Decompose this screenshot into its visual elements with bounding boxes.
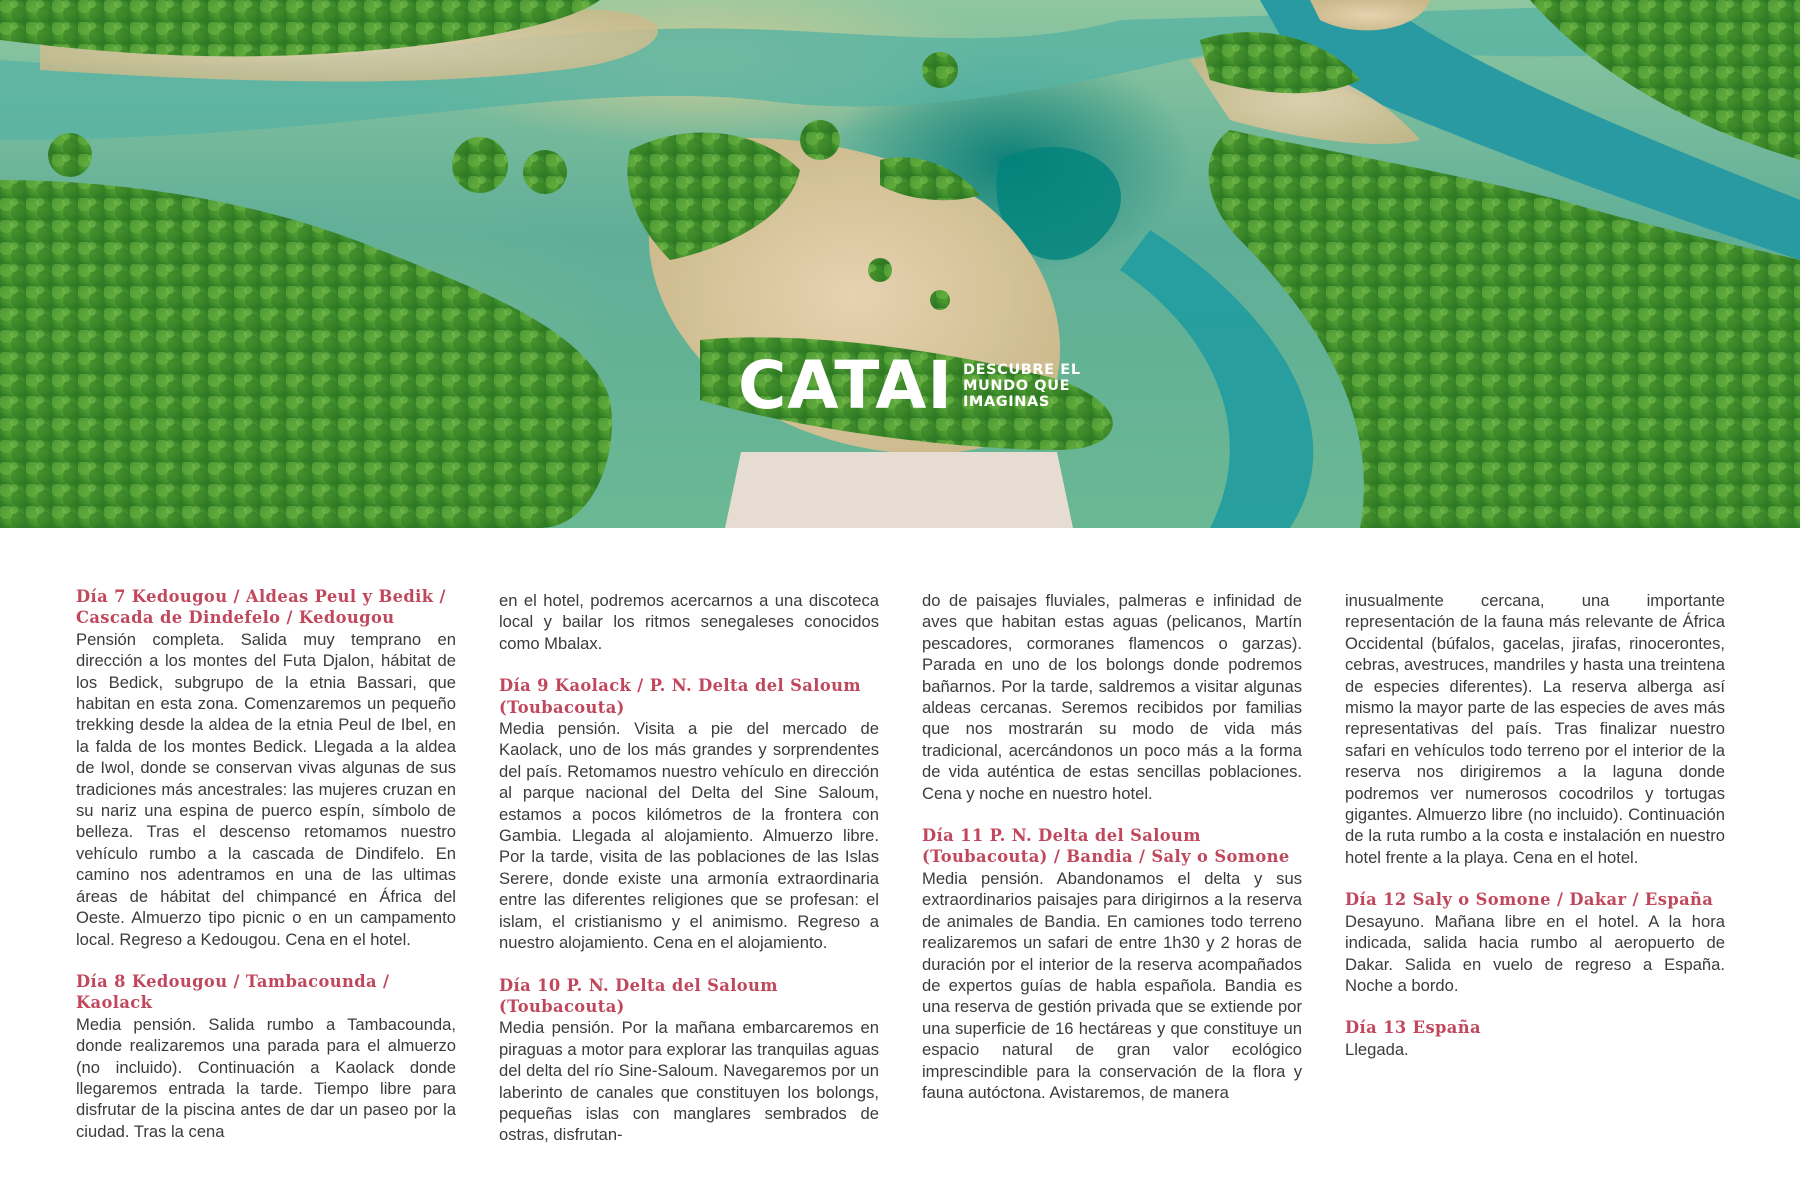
tagline-line: MUNDO QUE [962,378,1071,394]
mangrove-forest-left [0,180,612,528]
day-title: Día 11 P. N. Delta del Saloum (Toubacouta) / Bandia / Saly o Somone [922,826,1290,867]
day-text: Media pensión. Abandonamos el delta y sus extraordinarios paisajes para dirigirnos a la reserva de animales de Bandia. En camiones todo terreno realizaremos un safari de entre 1h30 y 2 horas de duración por el interior de la reserva acompañados de expertos guías de habla española. Bandia es una reserva de gestión privada que se extiende por una superficie de 16 hectáreas y que constituye un espacio natural de gran valor ecológico imprescindible para la conservación de la flora y fauna autóctona. Avistaremos, de manera [922,868,1302,1102]
itinerary-column-2 [499,590,879,1167]
continued-text: do de paisajes fluviales, palmeras e infinidad de aves que habitan estas aguas (pelicanos, Martín pescadores, cormoranes flamencos o garzas). Parada en uno de los bolongs donde podremos bañarnos. Por la tarde, saldremos a visitar algunas aldeas cercanas. Seremos recibidos por familias que nos mostrarán su modo de vida más tradicional, acercándonos un poco más a la forma de vida auténtica de estas sencillas poblaciones. Cena y noche en nuestro hotel. [922,591,1302,803]
mangrove-aerial-illustration [0,0,1800,528]
day-title: Día 10 P. N. Delta del Saloum (Toubacouta) [499,975,778,1016]
day-title: Día 9 Kaolack / P. N. Delta del Saloum (Toubacouta) [499,676,861,717]
logo-wordmark: CATAI [738,347,953,424]
tagline-line: IMAGINAS [962,394,1050,410]
itinerary-column-3 [922,590,1302,1124]
continued-text-block [499,590,879,654]
header-tab-decoration [725,452,1073,528]
day-block [1345,1017,1725,1060]
day-block [499,975,879,1146]
day-title: Día 7 Kedougou / Aldeas Peul y Bedik / Cascada de Dindefelo / Kedougou [76,587,446,628]
day-text: Llegada. [1345,1039,1409,1059]
day-block [76,586,456,950]
day-block [76,971,456,1142]
day-text: Media pensión. Visita a pie del mercado de Kaolack, uno de los más grandes y sorprendentes del país. Retomamos nuestro vehículo en dirección al parque nacional del Delta del Sine Saloum, estamos a pocos kilómetros de la frontera con Gambia. Llegada al alojamiento. Almuerzo libre. Por la tarde, visita de las poblaciones de las Islas Serere, donde existe una armonía extraordinaria entre las diferentes religiones que se profesan: el islam, el cristianismo y el animismo. Regreso a nuestro alojamiento. Cena en el alojamiento. [499,719,879,953]
tagline-line: DESCUBRE EL [962,362,1081,378]
day-title: Día 13 España [1345,1018,1481,1038]
day-text: Media pensión. Salida rumbo a Tambacounda, donde realizaremos una parada para el almuerzo (no incluido). Continuación a Kaolack donde llegaremos entrada la tarde. Tiempo libre para disfrutar de la piscina antes de dar un paseo por la ciudad. Tras la cena [76,1014,456,1141]
catai-logo [738,347,1081,424]
day-text: Desayuno. Mañana libre en el hotel. A la hora indicada, salida hacia rumbo al aeropuerto de Dakar. Salida en vuelo de regreso a España. Noche a bordo. [1345,911,1725,995]
continued-text-block [1345,590,1725,868]
day-block [922,825,1302,1103]
day-text: Pensión completa. Salida muy temprano en dirección a los montes del Futa Djalon, hábitat de los Bedick, subgrupo de la etnia Bassari, que habitan en esta zona. Comenzaremos un pequeño trekking desde la aldea de la etnia Peul de Ibel, en la falda de los montes Bedick. Llegada a la aldea de Iwol, donde se conservan vivas algunas de sus tradiciones más ancestrales: las mujeres cruzan en su nariz una espina de puerco espín, símbolo de belleza. Tras el descenso retomamos nuestro vehículo rumbo a la cascada de Dindifelo. En camino nos adentramos en una de las ultimas áreas de hábitat del chimpancé en África del Oeste. Almuerzo tipo picnic o en un campamento local. Regreso a Kedougou. Cena en el hotel. [76,629,456,949]
day-block [499,675,879,953]
continued-text: en el hotel, podremos acercarnos a una discoteca local y bailar los ritmos senegaleses conocidos como Mbalax. [499,591,879,653]
itinerary-column-1 [76,586,456,1163]
logo-tagline [963,362,1081,410]
continued-text-block [922,590,1302,804]
day-title: Día 8 Kedougou / Tambacounda / Kaolack [76,971,390,1013]
continued-text: inusualmente cercana, una importante representación de la fauna más relevante de África Occidental (búfalos, gacelas, jirafas, rinocerontes, cebras, avestruces, mandriles y hasta una treintena de especies diferentes). La reserva alberga así mismo la mayor parte de las especies de aves más representativas del país. Tras finalizar nuestro safari en vehículos todo terreno por el interior de la reserva nos dirigiremos a la laguna donde podremos ver numerosos cocodrilos y tortugas gigantes. Almuerzo libre (no incluido). Continuación de la ruta rumbo a la costa e instalación en nuestro hotel frente a la playa. Cena en el hotel. [1345,591,1726,867]
day-block [1345,889,1725,996]
day-text: Media pensión. Por la mañana embarcaremos en piraguas a motor para explorar las tranquilas aguas del delta del río Sine-Saloum. Navegaremos por un laberinto de canales que constituyen los bolongs, pequeñas islas con manglares sembrados de ostras, disfrutan- [499,1018,879,1145]
day-title: Día 12 Saly o Somone / Dakar / España [1345,890,1714,910]
itinerary-column-4 [1345,590,1725,1081]
hero-image [0,0,1800,528]
